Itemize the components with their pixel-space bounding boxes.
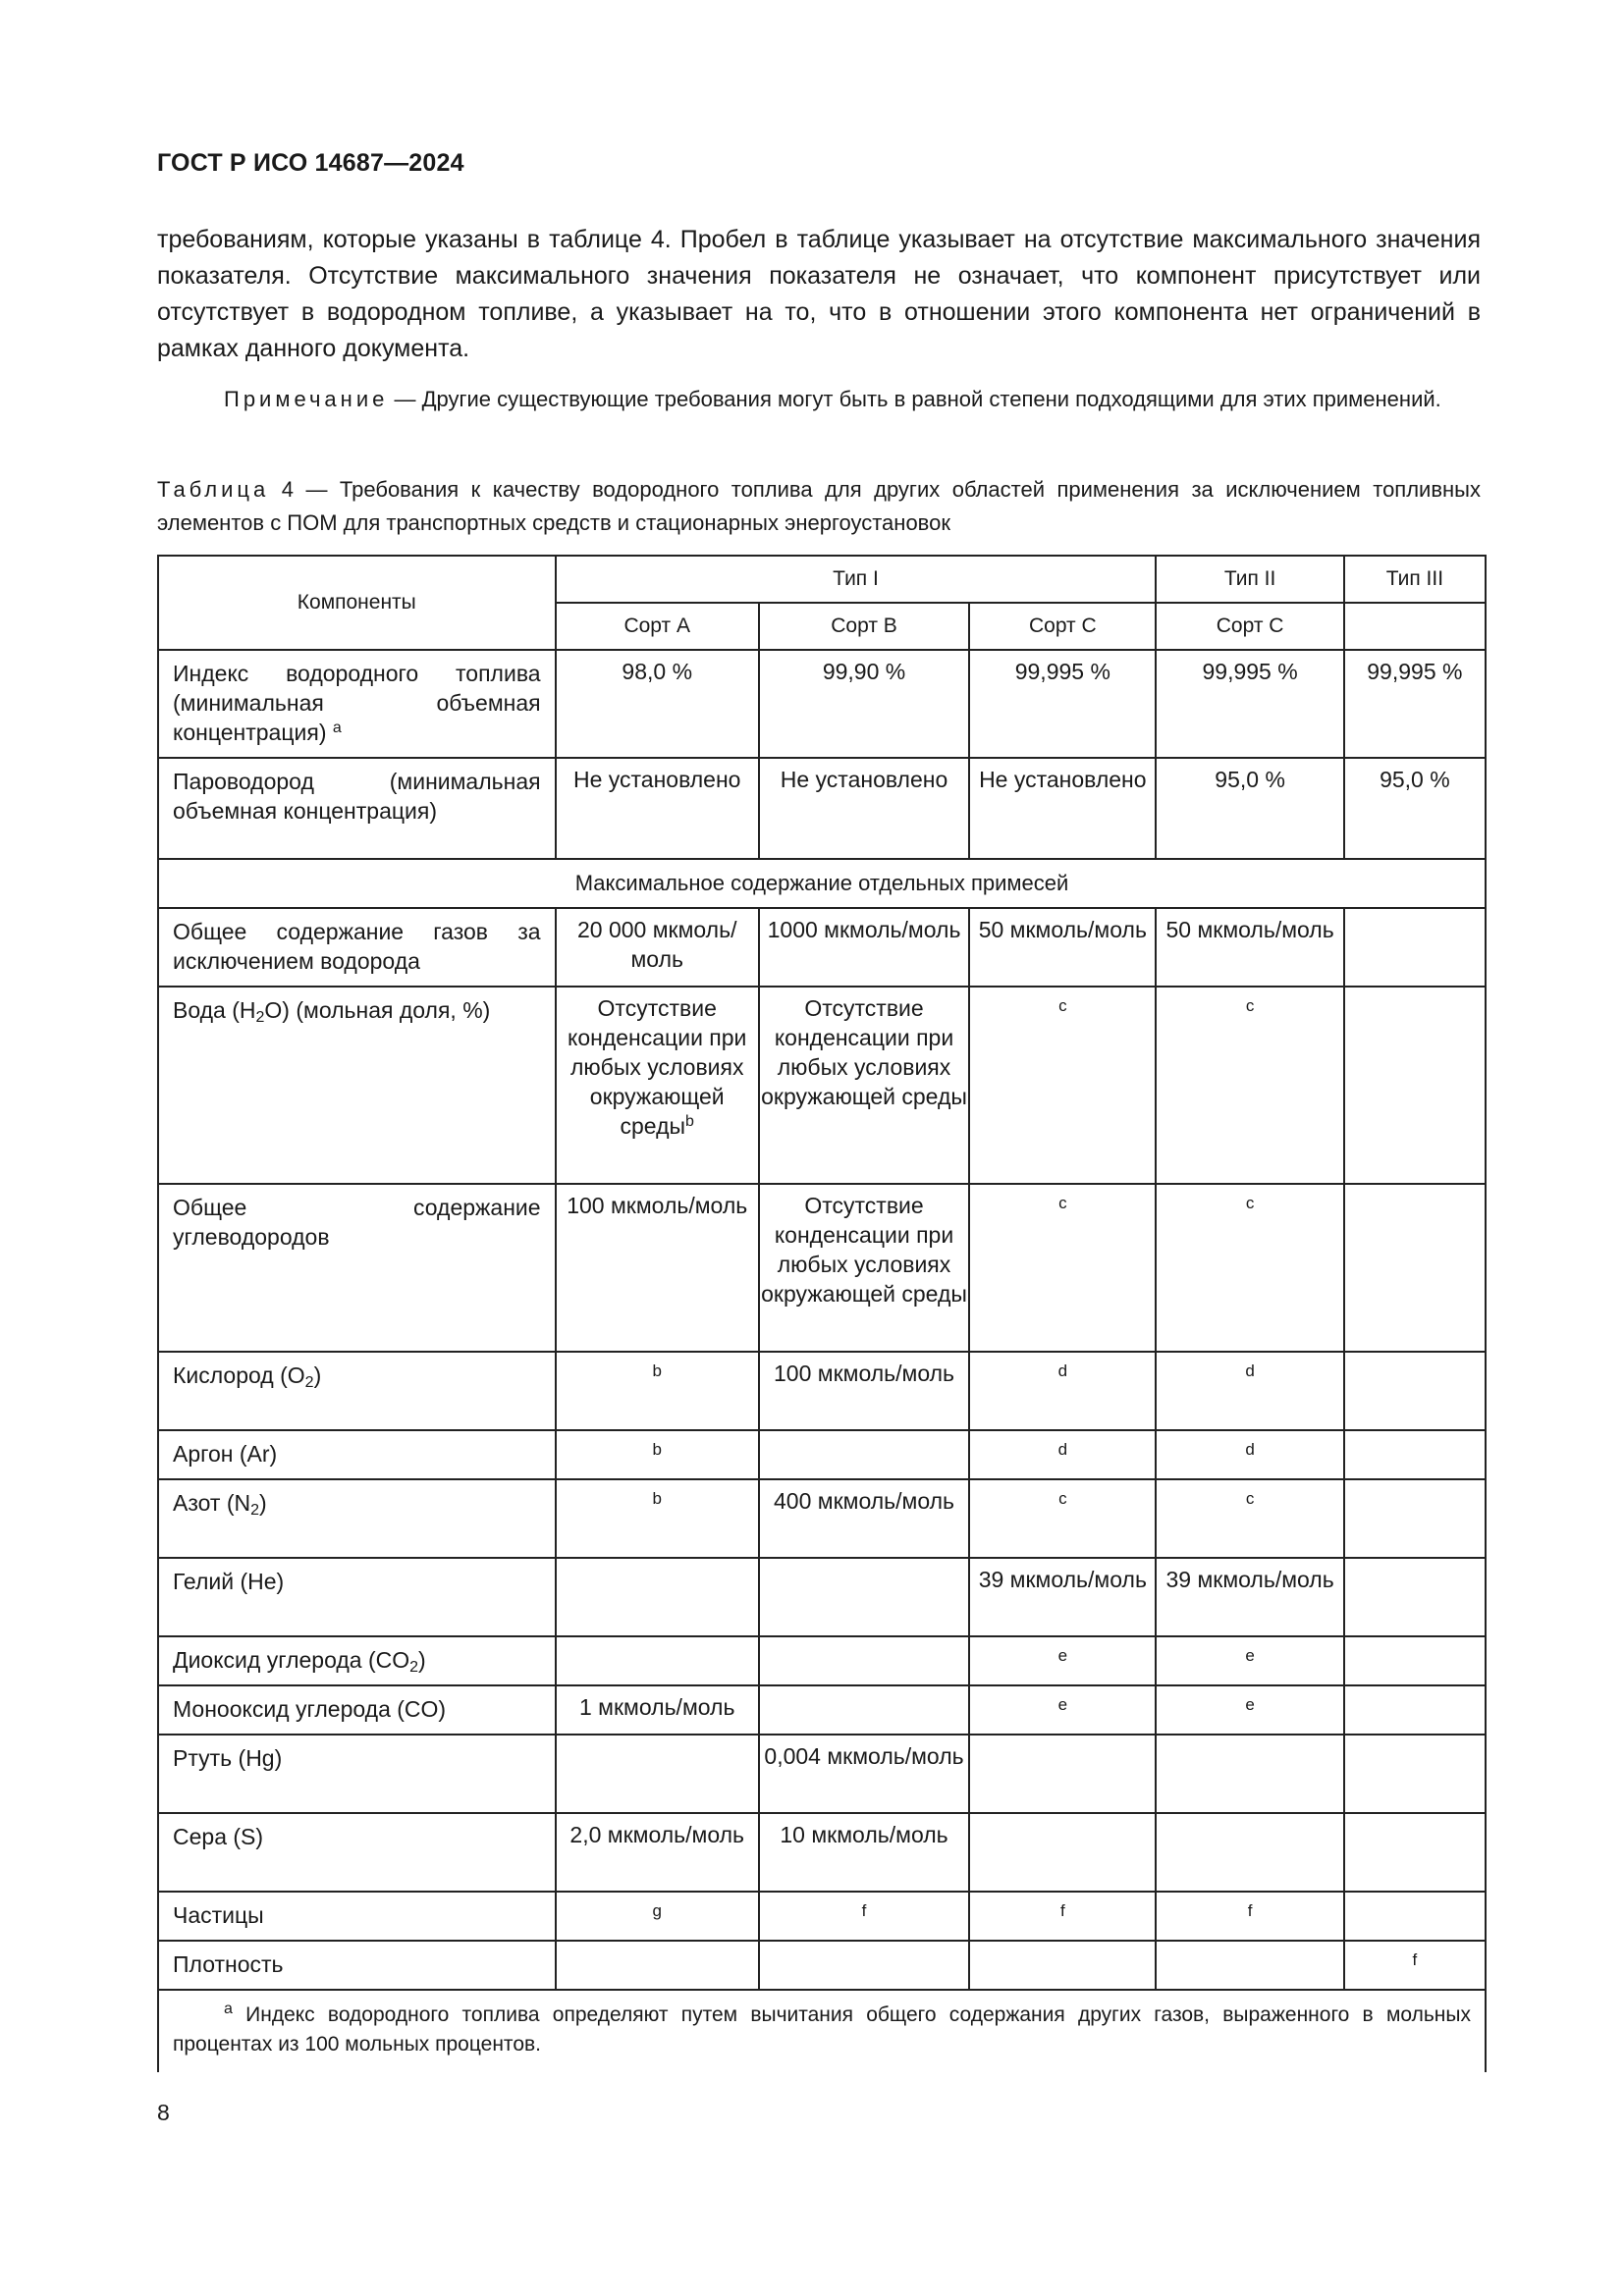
value-grade-c: e bbox=[969, 1636, 1156, 1685]
component-name: Диоксид углерода $(CO_2)$ bbox=[158, 1636, 556, 1685]
table-caption bbox=[157, 473, 1481, 540]
value-grade-a: 98,0 % bbox=[556, 650, 759, 758]
component-name: Плотность bbox=[158, 1941, 556, 1990]
value-grade-c: c bbox=[969, 1184, 1156, 1352]
table-row bbox=[158, 1735, 1486, 1813]
note-label: Примечание bbox=[224, 387, 389, 411]
component-name: Общее содержание углеводородов bbox=[158, 1184, 556, 1352]
header-grade-c: Сорт С bbox=[969, 603, 1156, 650]
table-row bbox=[158, 1352, 1486, 1430]
value-type3 bbox=[1344, 1558, 1486, 1636]
value-type3 bbox=[1344, 987, 1486, 1184]
value-grade-a: b bbox=[556, 1479, 759, 1558]
header-type-3: Тип III bbox=[1344, 556, 1486, 603]
value-type3 bbox=[1344, 1430, 1486, 1479]
value-grade-a: 100 мкмоль/моль bbox=[556, 1184, 759, 1352]
note-paragraph bbox=[157, 383, 1481, 416]
table-row bbox=[158, 758, 1486, 859]
value-type2: f bbox=[1156, 1892, 1343, 1941]
value-grade-b bbox=[759, 1558, 969, 1636]
footnote-text: Индекс водородного топлива определяют путем вычитания общего содержания других газов, выраженного в мольных процентах из 100 мольных процентов. bbox=[173, 2003, 1471, 2056]
value-grade-b: 10 мкмоль/моль bbox=[759, 1813, 969, 1892]
value-grade-b bbox=[759, 1685, 969, 1735]
value-type3 bbox=[1344, 1479, 1486, 1558]
table-footnote bbox=[158, 1990, 1486, 2072]
value-grade-a bbox=[556, 1636, 759, 1685]
value-type2: 50 мкмоль/моль bbox=[1156, 908, 1343, 987]
component-name: Индекс водородного топлива (минимальная объемная концентрация) $^a$ bbox=[158, 650, 556, 758]
header-grade-b: Сорт В bbox=[759, 603, 969, 650]
component-name: Аргон (Ar) bbox=[158, 1430, 556, 1479]
value-grade-a bbox=[556, 1941, 759, 1990]
value-type3 bbox=[1344, 908, 1486, 987]
header-empty bbox=[1344, 603, 1486, 650]
component-name: Сера (S) bbox=[158, 1813, 556, 1892]
value-type2: c bbox=[1156, 1184, 1343, 1352]
component-name: Азот $(N_2)$ bbox=[158, 1479, 556, 1558]
value-type2: d bbox=[1156, 1430, 1343, 1479]
value-type2 bbox=[1156, 1735, 1343, 1813]
value-grade-b bbox=[759, 1430, 969, 1479]
footnote-mark: a bbox=[224, 2001, 233, 2017]
table-row bbox=[158, 1892, 1486, 1941]
value-grade-c: c bbox=[969, 987, 1156, 1184]
table-row bbox=[158, 908, 1486, 987]
value-grade-c: c bbox=[969, 1479, 1156, 1558]
document-header: ГОСТ Р ИСО 14687—2024 bbox=[157, 149, 464, 177]
table-row bbox=[158, 1430, 1486, 1479]
value-type3: 99,995 % bbox=[1344, 650, 1486, 758]
value-type3 bbox=[1344, 1636, 1486, 1685]
value-grade-a: 2,0 мкмоль/моль bbox=[556, 1813, 759, 1892]
note-text: — Другие существующие требования могут быть в равной степени подходящими для этих применений. bbox=[388, 387, 1441, 411]
table-row bbox=[158, 1685, 1486, 1735]
value-type3 bbox=[1344, 1352, 1486, 1430]
table-row bbox=[158, 1558, 1486, 1636]
value-grade-c bbox=[969, 1813, 1156, 1892]
value-type2: 99,995 % bbox=[1156, 650, 1343, 758]
value-grade-c: e bbox=[969, 1685, 1156, 1735]
intro-paragraph: требованиям, которые указаны в таблице 4. Пробел в таблице указывает на отсутствие максимального значения показателя. Отсутствие максимального значения показателя не означает, что компонент присутствует или отсутствует в водородном топливе, а указывает на то, что в отношении этого компонента нет ограничений в рамках данного документа. bbox=[157, 226, 1481, 362]
value-grade-c bbox=[969, 1941, 1156, 1990]
caption-label: Таблица bbox=[157, 477, 270, 502]
value-grade-b bbox=[759, 1941, 969, 1990]
value-grade-b: 99,90 % bbox=[759, 650, 969, 758]
component-name: Гелий (He) bbox=[158, 1558, 556, 1636]
value-grade-b: 0,004 мкмоль/моль bbox=[759, 1735, 969, 1813]
header-type-1: Тип I bbox=[556, 556, 1157, 603]
value-grade-a: Отсутствие конденсации при любых условиях окружающей среды$^b$ bbox=[556, 987, 759, 1184]
value-type2: d bbox=[1156, 1352, 1343, 1430]
table-row bbox=[158, 987, 1486, 1184]
table-footnote-row bbox=[158, 1990, 1486, 2072]
value-grade-b bbox=[759, 1636, 969, 1685]
value-grade-a: b bbox=[556, 1430, 759, 1479]
value-grade-c: d bbox=[969, 1352, 1156, 1430]
value-grade-c: d bbox=[969, 1430, 1156, 1479]
value-grade-b: Отсутствие конденсации при любых условиях окружающей среды bbox=[759, 1184, 969, 1352]
value-grade-a: g bbox=[556, 1892, 759, 1941]
table-row bbox=[158, 1479, 1486, 1558]
table-row bbox=[158, 1636, 1486, 1685]
value-type3 bbox=[1344, 1735, 1486, 1813]
value-type3 bbox=[1344, 1685, 1486, 1735]
component-name: Частицы bbox=[158, 1892, 556, 1941]
value-grade-a: Не установлено bbox=[556, 758, 759, 859]
component-name: Кислород $(O_2)$ bbox=[158, 1352, 556, 1430]
table-header-row bbox=[158, 556, 1486, 603]
value-type2: c bbox=[1156, 987, 1343, 1184]
table-row bbox=[158, 1941, 1486, 1990]
value-type2: 95,0 % bbox=[1156, 758, 1343, 859]
value-grade-c bbox=[969, 1735, 1156, 1813]
value-grade-a: b bbox=[556, 1352, 759, 1430]
value-grade-c: Не установлено bbox=[969, 758, 1156, 859]
value-type2 bbox=[1156, 1813, 1343, 1892]
section-title: Максимальное содержание отдельных примесей bbox=[158, 859, 1486, 908]
value-grade-c: 50 мкмоль/моль bbox=[969, 908, 1156, 987]
value-type2 bbox=[1156, 1941, 1343, 1990]
value-grade-c: 39 мкмоль/моль bbox=[969, 1558, 1156, 1636]
value-type2: 39 мкмоль/моль bbox=[1156, 1558, 1343, 1636]
component-name: Общее содержание газов за исключением водорода bbox=[158, 908, 556, 987]
value-type2: c bbox=[1156, 1479, 1343, 1558]
value-grade-b: f bbox=[759, 1892, 969, 1941]
component-name: Ртуть (Hg) bbox=[158, 1735, 556, 1813]
value-grade-b: 400 мкмоль/моль bbox=[759, 1479, 969, 1558]
value-grade-b: Отсутствие конденсации при любых условиях окружающей среды bbox=[759, 987, 969, 1184]
table-section-row bbox=[158, 859, 1486, 908]
component-name: Пароводород (минимальная объемная концентрация) bbox=[158, 758, 556, 859]
value-grade-a: 1 мкмоль/моль bbox=[556, 1685, 759, 1735]
value-type3 bbox=[1344, 1813, 1486, 1892]
component-name: Монооксид углерода (CO) bbox=[158, 1685, 556, 1735]
table-row bbox=[158, 650, 1486, 758]
component-name: Вода $(H_2O)$ (мольная доля, %) bbox=[158, 987, 556, 1184]
value-type2: e bbox=[1156, 1685, 1343, 1735]
header-grade-c-type2: Сорт С bbox=[1156, 603, 1343, 650]
value-type2: e bbox=[1156, 1636, 1343, 1685]
value-grade-a bbox=[556, 1558, 759, 1636]
value-grade-b: 1000 мкмоль/моль bbox=[759, 908, 969, 987]
value-type3 bbox=[1344, 1184, 1486, 1352]
header-components: Компоненты bbox=[158, 556, 556, 650]
caption-text: 4 — Требования к качеству водородного топлива для других областей применения за исключением топливных элементов с ПОМ для транспортных средств и стационарных энергоустановок bbox=[157, 477, 1481, 535]
value-grade-c: 99,995 % bbox=[969, 650, 1156, 758]
value-grade-b: 100 мкмоль/моль bbox=[759, 1352, 969, 1430]
header-grade-a: Сорт А bbox=[556, 603, 759, 650]
page-number: 8 bbox=[157, 2100, 170, 2125]
header-type-2: Тип II bbox=[1156, 556, 1343, 603]
table-row bbox=[158, 1813, 1486, 1892]
value-type3: f bbox=[1344, 1941, 1486, 1990]
value-grade-a bbox=[556, 1735, 759, 1813]
value-type3 bbox=[1344, 1892, 1486, 1941]
table-row bbox=[158, 1184, 1486, 1352]
value-grade-a: 20 000 мкмоль/моль bbox=[556, 908, 759, 987]
value-grade-b: Не установлено bbox=[759, 758, 969, 859]
value-grade-c: f bbox=[969, 1892, 1156, 1941]
value-type3: 95,0 % bbox=[1344, 758, 1486, 859]
requirements-table bbox=[157, 555, 1487, 2072]
